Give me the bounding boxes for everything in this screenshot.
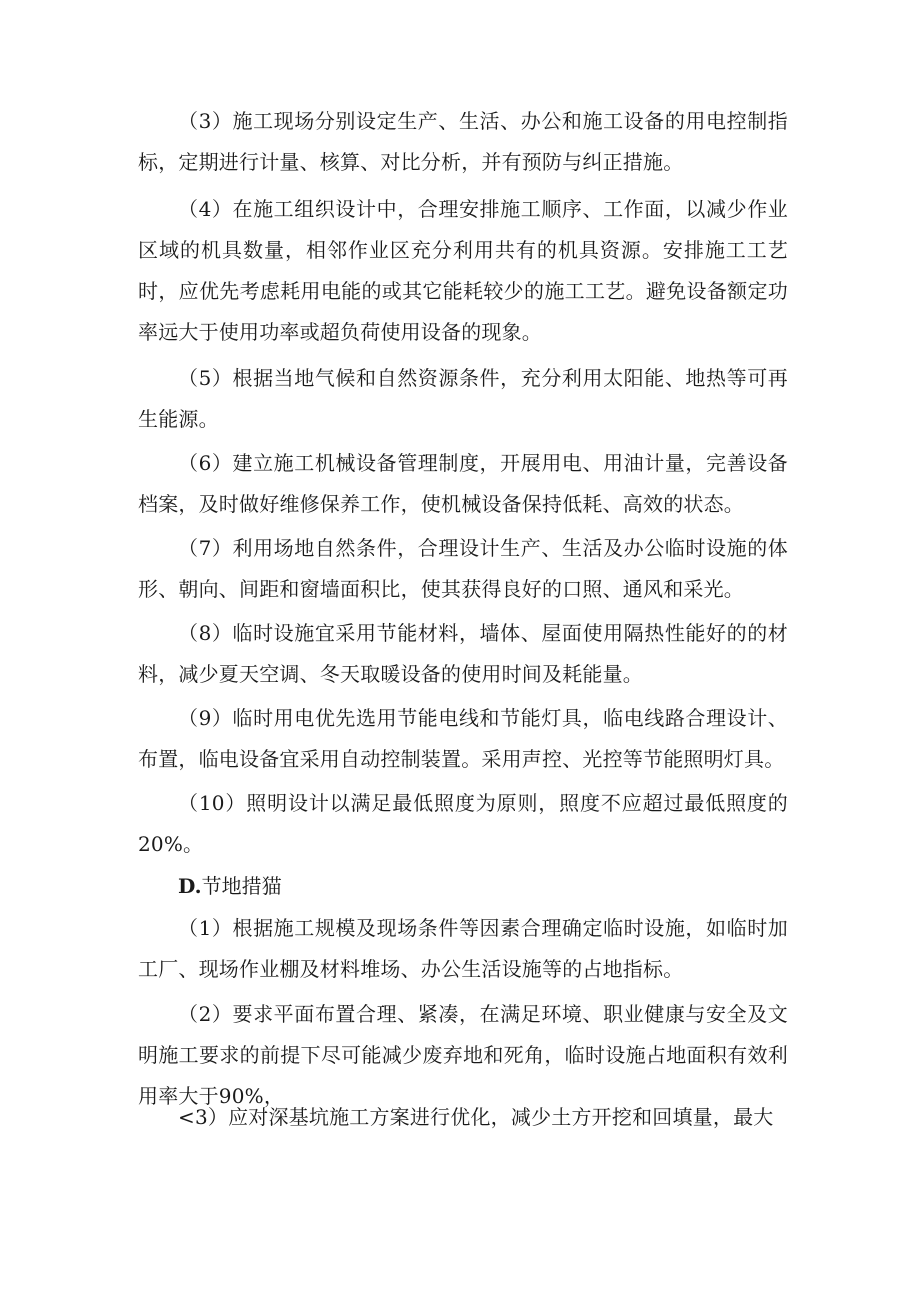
paragraph-item-10: （10）照明设计以满足最低照度为原则，照度不应超过最低照度的20%。 (138, 791, 788, 856)
section-d-heading (178, 866, 282, 907)
paragraph-item-3: （3）施工现场分别设定生产、生活、办公和施工设备的用电控制指标，定期进行计量、核算、对比分析，并有预防与纠正措施。 (138, 109, 788, 174)
paragraph-item-8: （8）临时设施宜采用节能材料，墙体、屋面使用隔热性能好的的材料，减少夏天空调、冬天取暖设备的使用时间及耗能量。 (138, 621, 788, 686)
paragraph-item-7: （7）利用场地自然条件，合理设计生产、生活及办公临时设施的体形、朝向、间距和窗墙面积比，使其获得良好的口照、通风和采光。 (138, 536, 788, 601)
paragraph-item-4: （4）在施工组织设计中，合理安排施工顺序、工作面，以减少作业区域的机具数量，相邻作业区充分利用共有的机具资源。安排施工工艺时，应优先考虑耗用电能的或其它能耗较少的施工工艺。避免设备额定功率远大于使用功率或超负荷使用设备的现象。 (138, 197, 788, 344)
section-d-title: 节地措猫 (201, 874, 282, 898)
paragraph-item-9: （9）临时用电优先选用节能电线和节能灯具，临电线路合理设计、布置，临电设备宜采用自动控制装置。采用声控、光控等节能照明灯具。 (138, 706, 788, 771)
paragraph-item-5: （5）根据当地气候和自然资源条件，充分利用太阳能、地热等可再生能源。 (138, 366, 788, 431)
section-d-label: D. (178, 874, 202, 898)
section-d-item-2: （2）要求平面布置合理、紧凑，在满足环境、职业健康与安全及文明施工要求的前提下尽可能减少废弃地和死角，临时设施占地面积有效利用率大于90%， (138, 1002, 788, 1108)
paragraph-item-6: （6）建立施工机械设备管理制度，开展用电、用油计量，完善设备档案，及时做好维修保养工作，使机械设备保持低耗、高效的状态。 (138, 451, 788, 516)
section-d-item-1: （1）根据施工规模及现场条件等因素合理确定临时设施，如临时加工厂、现场作业棚及材料堆场、办公生活设施等的占地指标。 (138, 916, 788, 981)
section-d-item-3: <3）应对深基坑施工方案进行优化，减少土方开挖和回填量，最大 (178, 1105, 774, 1129)
